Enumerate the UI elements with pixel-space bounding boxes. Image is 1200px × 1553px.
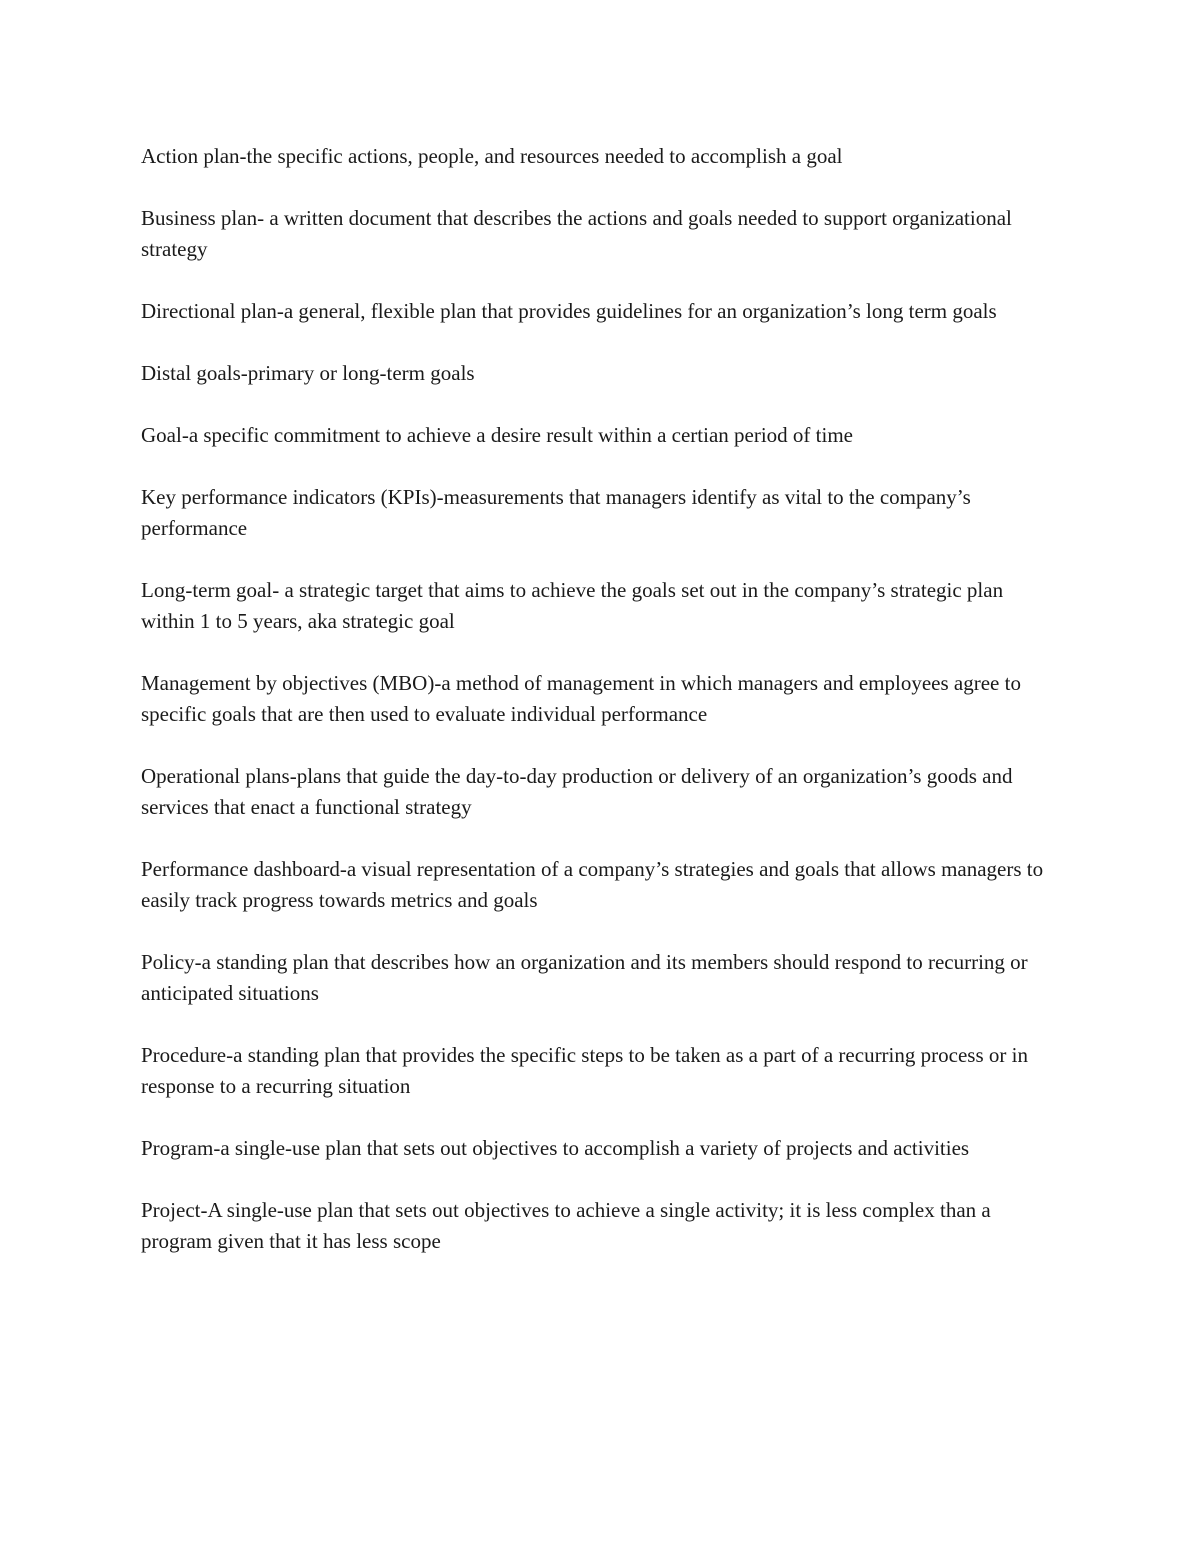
glossary-entry: Operational plans-plans that guide the day-to-day production or delivery of an organization’s goods and services that enact a functional strategy bbox=[141, 764, 1013, 819]
glossary-entry: Key performance indicators (KPIs)-measurements that managers identify as vital to the company’s performance bbox=[141, 485, 971, 540]
glossary-entry: Action plan-the specific actions, people, and resources needed to accomplish a goal bbox=[141, 144, 843, 168]
glossary-entry: Procedure-a standing plan that provides the specific steps to be taken as a part of a recurring process or in response to a recurring situation bbox=[141, 1043, 1028, 1098]
glossary-entry: Program-a single-use plan that sets out objectives to accomplish a variety of projects and activities bbox=[141, 1136, 970, 1160]
glossary-list bbox=[141, 141, 1056, 1288]
glossary-entry: Directional plan-a general, flexible plan that provides guidelines for an organization’s long term goals bbox=[141, 299, 997, 323]
glossary-entry: Performance dashboard-a visual representation of a company’s strategies and goals that allows managers to easily track progress towards metrics and goals bbox=[141, 857, 1044, 912]
glossary-entry: Goal-a specific commitment to achieve a desire result within a certian period of time bbox=[141, 423, 853, 447]
glossary-entry: Business plan- a written document that describes the actions and goals needed to support organizational strategy bbox=[141, 206, 1012, 261]
glossary-entry: Distal goals-primary or long-term goals bbox=[141, 361, 475, 385]
glossary-entry: Management by objectives (MBO)-a method of management in which managers and employees agree to specific goals that are then used to evaluate individual performance bbox=[141, 671, 1021, 726]
glossary-entry: Long-term goal- a strategic target that aims to achieve the goals set out in the company’s strategic plan within 1 to 5 years, aka strategic goal bbox=[141, 578, 1004, 633]
glossary-entry: Policy-a standing plan that describes how an organization and its members should respond to recurring or anticipated situations bbox=[141, 950, 1028, 1005]
glossary-entry: Project-A single-use plan that sets out objectives to achieve a single activity; it is less complex than a program given that it has less scope bbox=[141, 1198, 991, 1253]
